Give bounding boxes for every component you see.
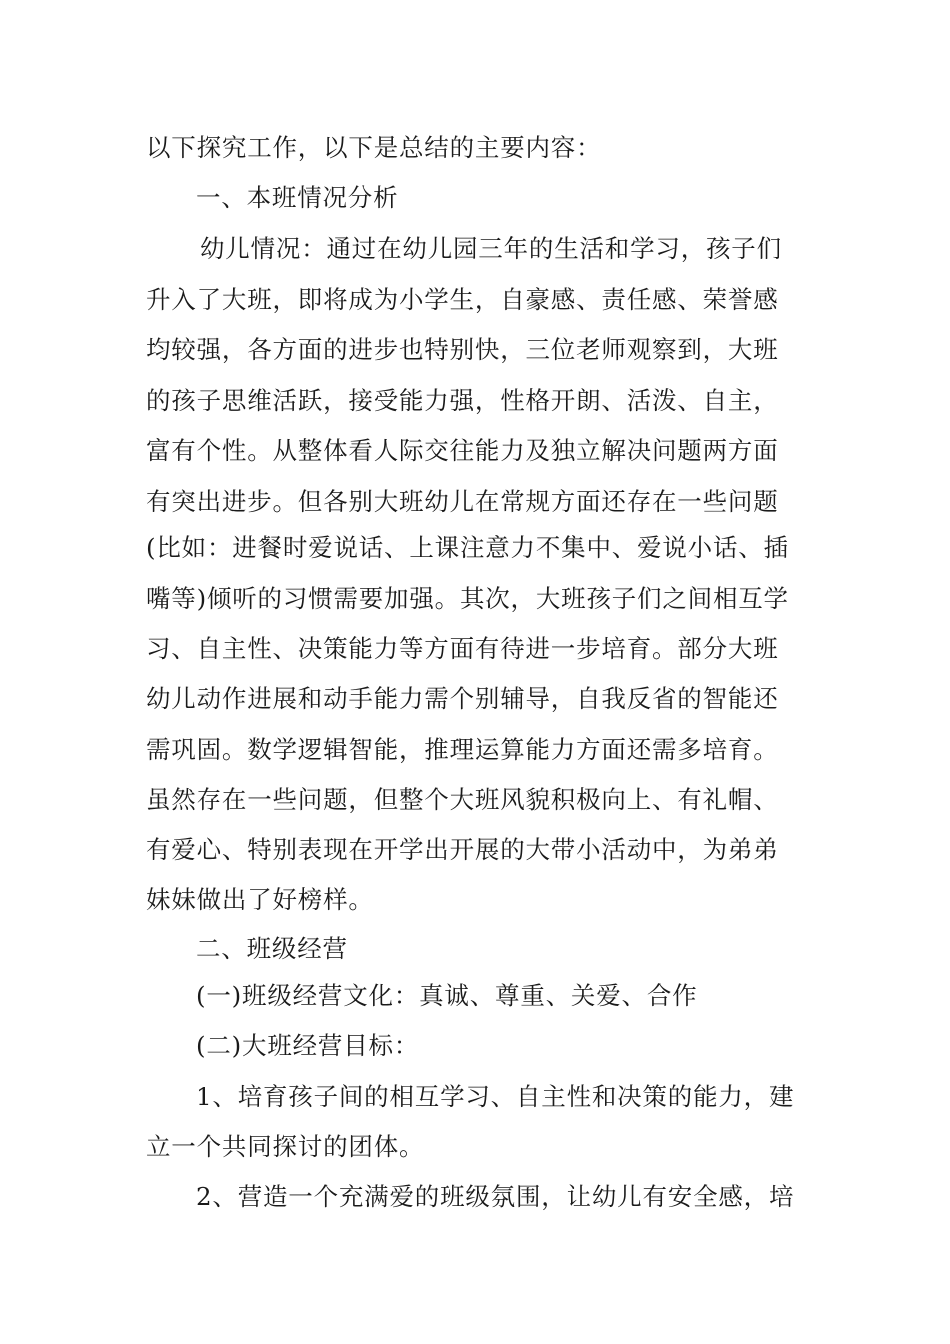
text-line: 升入了大班，即将成为小学生，自豪感、责任感、荣誉感 — [146, 285, 779, 314]
text-line: 习、自主性、决策能力等方面有待进一步培育。部分大班 — [146, 634, 779, 663]
text-line: 有爱心、特别表现在开学出开展的大带小活动中，为弟弟 — [146, 835, 779, 864]
text-line: 有突出进步。但各别大班幼儿在常规方面还存在一些问题 — [146, 487, 779, 516]
list-item-first-line: 1、培育孩子间的相互学习、自主性和决策的能力，建 — [196, 1082, 795, 1111]
section-heading: 二、班级经营 — [196, 934, 348, 963]
text-line: 需巩固。数学逻辑智能，推理运算能力方面还需多培育。 — [146, 735, 779, 764]
text-line: 富有个性。从整体看人际交往能力及独立解决问题两方面 — [146, 436, 779, 465]
subsection-heading: (一)班级经营文化：真诚、尊重、关爱、合作 — [196, 981, 698, 1010]
text-line: 立一个共同探讨的团体。 — [146, 1132, 425, 1161]
text-line: 幼儿动作进展和动手能力需个别辅导，自我反省的智能还 — [146, 684, 779, 713]
text-line: 嘴等)倾听的习惯需要加强。其次，大班孩子们之间相互学 — [146, 584, 789, 613]
text-line: 的孩子思维活跃，接受能力强，性格开朗、活泼、自主， — [146, 386, 779, 415]
text-line: 妹妹做出了好榜样。 — [146, 885, 374, 914]
text-line: 虽然存在一些问题，但整个大班风貌积极向上、有礼帽、 — [146, 785, 779, 814]
paragraph-first-line: 幼儿情况：通过在幼儿园三年的生活和学习，孩子们 — [200, 234, 782, 263]
text-line: (比如：进餐时爱说话、上课注意力不集中、爱说小话、插 — [146, 533, 789, 562]
list-item-first-line: 2、营造一个充满爱的班级氛围，让幼儿有安全感，培 — [196, 1182, 795, 1211]
section-heading: 一、本班情况分析 — [196, 183, 399, 212]
subsection-heading: (二)大班经营目标： — [196, 1031, 420, 1060]
text-line: 以下探究工作，以下是总结的主要内容： — [146, 133, 602, 162]
text-line: 均较强，各方面的进步也特别快，三位老师观察到，大班 — [146, 335, 779, 364]
